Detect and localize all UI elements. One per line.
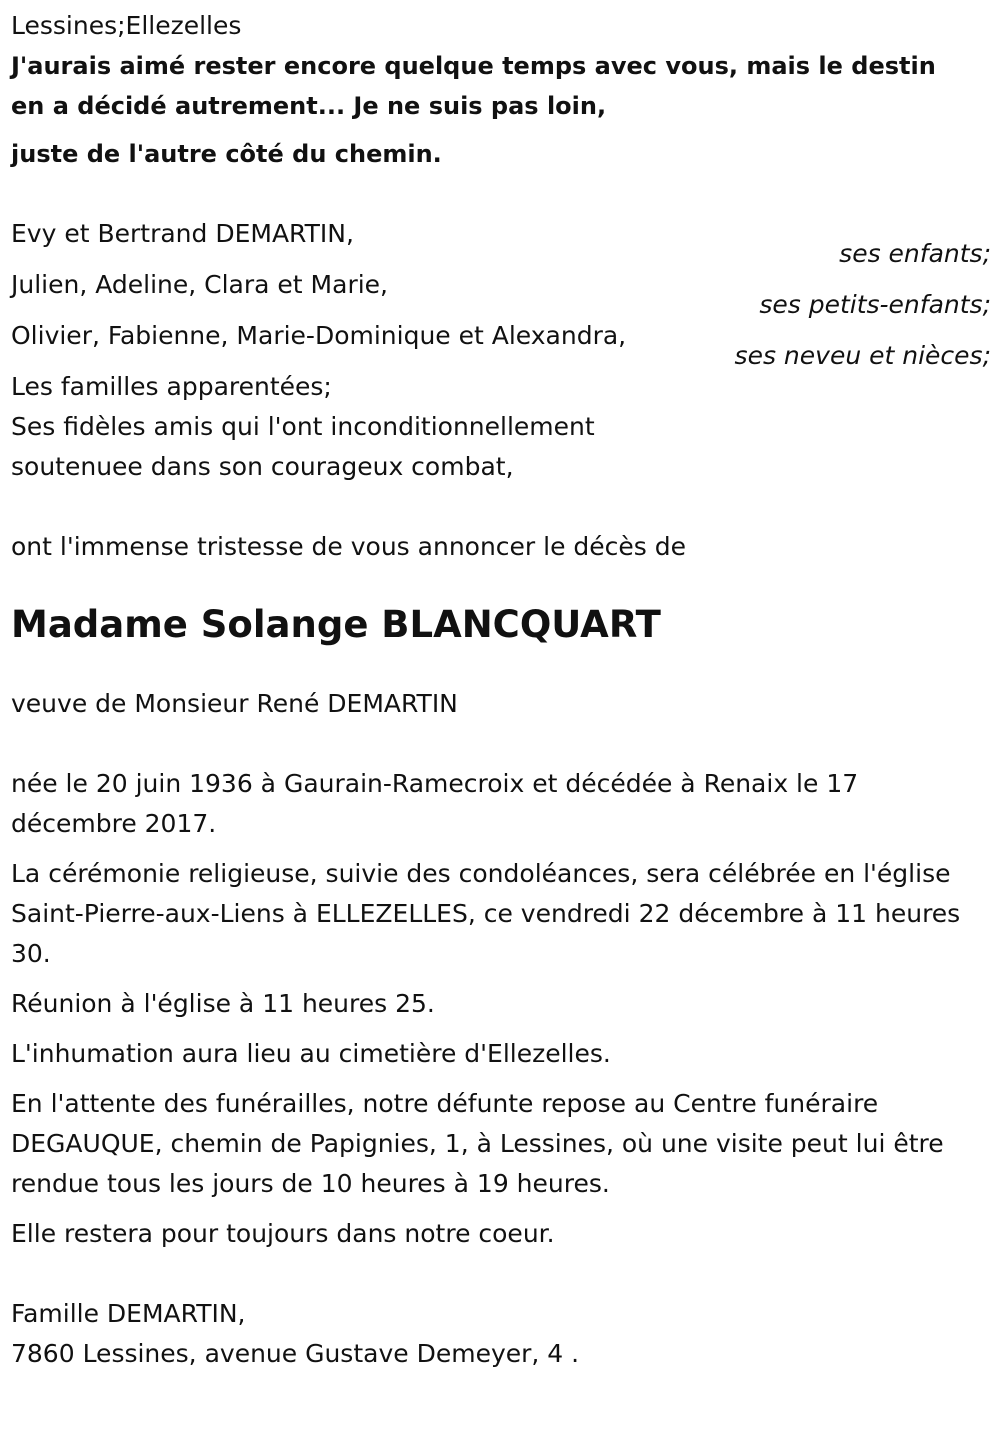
family-member-name: Julien, Adeline, Clara et Marie, (11, 270, 388, 299)
family-member-row (11, 316, 991, 370)
family-member-role: ses enfants; (839, 239, 991, 268)
quote-line: J'aurais aimé rester encore quelque temps avec vous, mais le destin (11, 52, 936, 80)
burial-info: L'inhumation aura lieu au cimetière d'Ellezelles. (11, 1039, 611, 1068)
other-mourners-line: Ses fidèles amis qui l'ont inconditionnellement (11, 412, 595, 441)
meeting-info: Réunion à l'église à 11 heures 25. (11, 989, 435, 1018)
obituary-page (11, 6, 991, 1374)
other-mourners-line: soutenuee dans son courageux combat, (11, 452, 514, 481)
other-mourners-line: Les familles apparentées; (11, 372, 332, 401)
family-member-role: ses neveu et nièces; (734, 341, 991, 370)
closing-sentence: Elle restera pour toujours dans notre coeur. (11, 1219, 555, 1248)
family-member-name: Olivier, Fabienne, Marie-Dominique et Alexandra, (11, 321, 627, 350)
quote-line: juste de l'autre côté du chemin. (11, 140, 442, 168)
family-member-row (11, 214, 991, 268)
widow-of: veuve de Monsieur René DEMARTIN (11, 689, 458, 718)
deceased-name: Madame Solange BLANCQUART (11, 603, 661, 646)
signature-address: 7860 Lessines, avenue Gustave Demeyer, 4 . (11, 1339, 580, 1368)
family-member-name: Evy et Bertrand DEMARTIN, (11, 219, 354, 248)
other-mourners (11, 367, 991, 487)
ceremony-info: La cérémonie religieuse, suivie des condoléances, sera célébrée en l'église Saint-Pierre-aux-Liens à ELLEZELLES, ce vendredi 22 décembre à 11 heures 30. (11, 859, 961, 968)
quote-line: en a décidé autrement... Je ne suis pas loin, (11, 92, 607, 120)
epitaph-quote (11, 46, 991, 174)
family-member-role: ses petits-enfants; (759, 290, 991, 319)
viewing-info: En l'attente des funérailles, notre défunte repose au Centre funéraire DEGAUQUE, chemin de Papignies, 1, à Lessines, où une visite peut lui être rendue tous les jours de 10 heures à 19 heures. (11, 1089, 944, 1198)
announcement-text: ont l'immense tristesse de vous annoncer le décès de (11, 532, 687, 561)
signature-family: Famille DEMARTIN, (11, 1299, 246, 1328)
family-member-row (11, 265, 991, 319)
birth-death-info: née le 20 juin 1936 à Gaurain-Ramecroix et décédée à Renaix le 17 décembre 2017. (11, 769, 859, 838)
signature-block (11, 1294, 991, 1374)
family-list (11, 214, 991, 487)
location-header: Lessines;Ellezelles (11, 11, 242, 40)
